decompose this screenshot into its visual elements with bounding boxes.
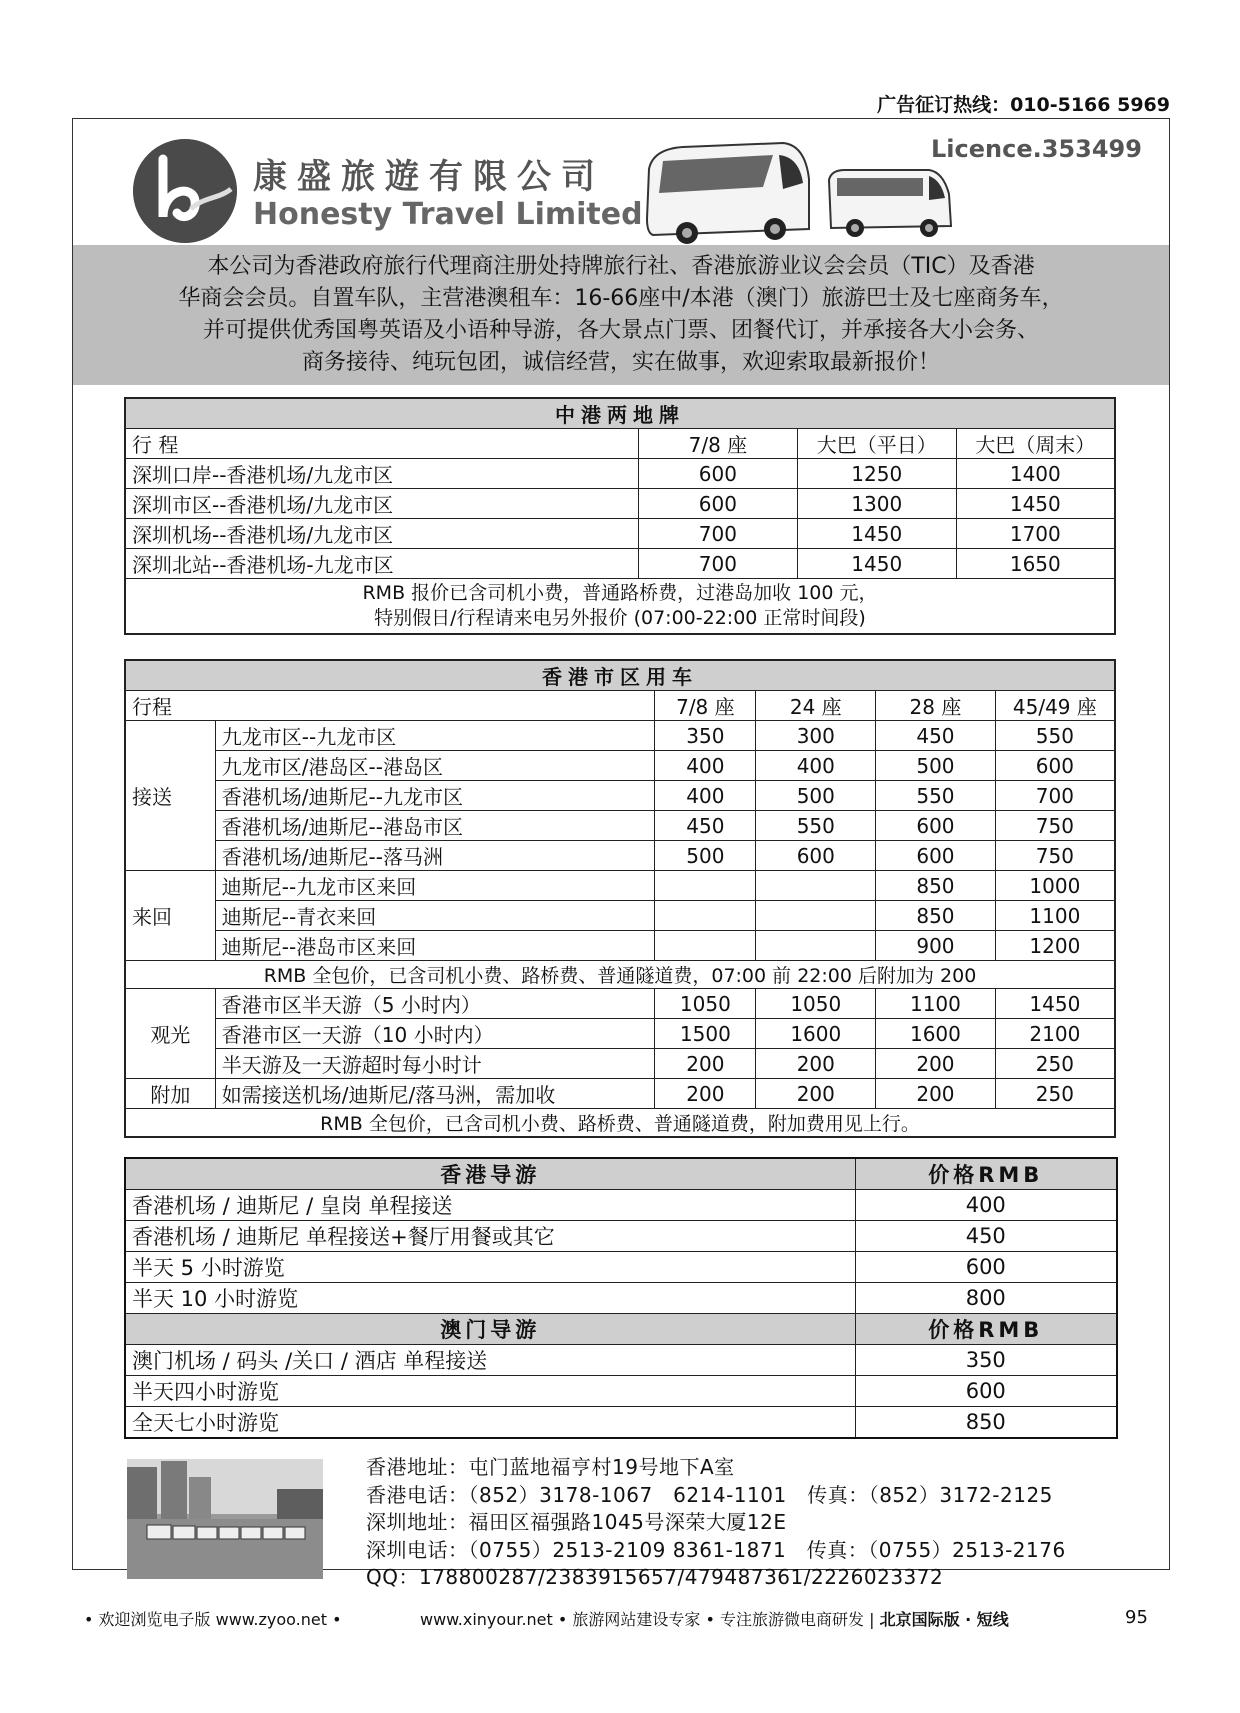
column-header: 价格RMB — [855, 1158, 1117, 1190]
price-cell: 1100 — [995, 901, 1115, 931]
service-cell: 半天 10 小时游览 — [125, 1283, 855, 1314]
section-title-macau-guide: 澳门导游 — [125, 1314, 855, 1345]
route-cell: 深圳市区--香港机场/九龙市区 — [125, 489, 638, 519]
note-line: RMB 全包价，已含司机小费、路桥费、普通隧道费，07:00 前 22:00 后附加为 200 — [125, 961, 1115, 989]
footer-edition: 北京国际版 · 短线 — [879, 1610, 1009, 1629]
contact-info — [366, 1454, 1066, 1592]
route-cell: 如需接送机场/迪斯尼/落马洲，需加收 — [215, 1079, 655, 1109]
route-cell: 香港机场/迪斯尼--九龙市区 — [215, 781, 655, 811]
group-label: 附加 — [125, 1079, 215, 1109]
route-cell: 香港机场/迪斯尼--落马洲 — [215, 841, 655, 871]
hk-city-vehicle-table — [124, 659, 1116, 1138]
hk-address: 香港地址：屯门蓝地福亨村19号地下A室 — [366, 1455, 735, 1479]
price-cell: 1600 — [876, 1019, 996, 1049]
group-label: 接送 — [125, 721, 215, 871]
table-row — [125, 1019, 1115, 1049]
price-cell: 1450 — [797, 549, 956, 579]
route-cell: 迪斯尼--青衣来回 — [215, 901, 655, 931]
price-cell — [756, 931, 876, 961]
price-cell: 600 — [876, 811, 996, 841]
price-cell — [655, 931, 756, 961]
table-row — [125, 1407, 1117, 1439]
price-cell: 1000 — [995, 871, 1115, 901]
price-cell: 500 — [876, 751, 996, 781]
price-cell: 500 — [655, 841, 756, 871]
column-header: 行程 — [125, 691, 655, 721]
table-row — [125, 1376, 1117, 1407]
service-cell: 香港机场 / 迪斯尼 / 皇岗 单程接送 — [125, 1190, 855, 1221]
price-cell: 450 — [655, 811, 756, 841]
note-line: RMB 报价已含司机小费，普通路桥费，过港岛加收 100 元， — [362, 582, 878, 604]
price-cell: 550 — [876, 781, 996, 811]
table-note — [125, 961, 1115, 989]
table-row — [125, 1345, 1117, 1376]
price-cell — [756, 871, 876, 901]
table-row — [125, 489, 1115, 519]
page-number: 95 — [1125, 1607, 1148, 1628]
company-name-cn: 康盛旅遊有限公司 — [253, 157, 605, 197]
table-row — [125, 1049, 1115, 1079]
price-cell: 200 — [655, 1049, 756, 1079]
price-cell: 600 — [855, 1252, 1117, 1283]
company-intro — [73, 245, 1169, 385]
table-row — [125, 781, 1115, 811]
price-cell: 1600 — [756, 1019, 876, 1049]
column-header: 价格RMB — [855, 1314, 1117, 1345]
service-cell: 半天四小时游览 — [125, 1376, 855, 1407]
price-cell: 400 — [855, 1190, 1117, 1221]
price-cell: 1100 — [876, 989, 996, 1019]
price-cell: 850 — [876, 871, 996, 901]
group-label: 观光 — [125, 989, 215, 1079]
price-cell — [655, 871, 756, 901]
price-cell: 200 — [756, 1049, 876, 1079]
route-cell: 深圳机场--香港机场/九龙市区 — [125, 519, 638, 549]
price-cell: 450 — [855, 1221, 1117, 1252]
column-header: 7/8 座 — [655, 691, 756, 721]
price-cell: 800 — [855, 1283, 1117, 1314]
table-row — [125, 1283, 1117, 1314]
price-cell: 1050 — [655, 989, 756, 1019]
price-cell: 350 — [655, 721, 756, 751]
table-note — [125, 1109, 1115, 1138]
price-cell — [655, 901, 756, 931]
route-cell: 香港市区一天游（10 小时内） — [215, 1019, 655, 1049]
price-cell: 300 — [756, 721, 876, 751]
price-cell: 250 — [995, 1049, 1115, 1079]
footer-slogan: www.xinyour.net • 旅游网站建设专家 • 专注旅游微电商研发 | — [420, 1610, 880, 1629]
price-cell: 400 — [756, 751, 876, 781]
price-cell: 600 — [876, 841, 996, 871]
price-cell: 700 — [638, 519, 797, 549]
price-cell: 850 — [855, 1407, 1117, 1439]
table-row — [125, 1252, 1117, 1283]
price-cell — [756, 901, 876, 931]
price-cell: 750 — [995, 841, 1115, 871]
price-cell: 850 — [876, 901, 996, 931]
price-cell: 2100 — [995, 1019, 1115, 1049]
price-cell: 700 — [995, 781, 1115, 811]
section-title-hk-guide: 香港导游 — [125, 1158, 855, 1190]
price-cell: 450 — [876, 721, 996, 751]
service-cell: 半天 5 小时游览 — [125, 1252, 855, 1283]
ad-hotline: 广告征订热线：010-5166 5969 — [877, 94, 1170, 116]
service-cell: 香港机场 / 迪斯尼 单程接送+餐厅用餐或其它 — [125, 1221, 855, 1252]
price-cell: 400 — [655, 781, 756, 811]
route-cell: 半天游及一天游超时每小时计 — [215, 1049, 655, 1079]
price-cell: 600 — [638, 489, 797, 519]
table-row — [125, 1190, 1117, 1221]
table-title: 中港两地牌 — [125, 398, 1115, 429]
price-cell: 550 — [995, 721, 1115, 751]
price-cell: 750 — [995, 811, 1115, 841]
route-cell: 迪斯尼--港岛市区来回 — [215, 931, 655, 961]
price-cell: 500 — [756, 781, 876, 811]
price-cell: 600 — [855, 1376, 1117, 1407]
price-cell: 200 — [876, 1079, 996, 1109]
service-cell: 全天七小时游览 — [125, 1407, 855, 1439]
price-cell: 200 — [756, 1079, 876, 1109]
price-cell: 1250 — [797, 459, 956, 489]
price-cell: 1200 — [995, 931, 1115, 961]
price-cell: 1700 — [956, 519, 1115, 549]
route-cell: 深圳北站--香港机场-九龙市区 — [125, 549, 638, 579]
group-label: 来回 — [125, 871, 215, 961]
licence-number: Licence.353499 — [931, 135, 1142, 163]
price-cell: 1450 — [956, 489, 1115, 519]
price-cell: 700 — [638, 549, 797, 579]
service-cell: 澳门机场 / 码头 /关口 / 酒店 单程接送 — [125, 1345, 855, 1376]
price-cell: 550 — [756, 811, 876, 841]
route-cell: 九龙市区--九龙市区 — [215, 721, 655, 751]
hk-phone: 香港电话：（852）3178-1067 6214-1101 传真：（852）3172-2125 — [366, 1482, 1053, 1507]
column-header: 28 座 — [876, 691, 996, 721]
table-row — [125, 721, 1115, 751]
column-header: 45/49 座 — [995, 691, 1115, 721]
price-cell: 1650 — [956, 549, 1115, 579]
table-row — [125, 459, 1115, 489]
price-cell: 250 — [995, 1079, 1115, 1109]
column-header: 行 程 — [125, 429, 638, 459]
table-row — [125, 549, 1115, 579]
price-cell: 400 — [655, 751, 756, 781]
column-header: 大巴（平日） — [797, 429, 956, 459]
cross-border-price-table — [124, 397, 1116, 635]
price-cell: 600 — [995, 751, 1115, 781]
table-row — [125, 841, 1115, 871]
company-logo — [133, 139, 237, 243]
company-name-en: Honesty Travel Limited — [253, 197, 643, 232]
table-note — [125, 579, 1115, 635]
intro-line: 并可提供优秀国粤英语及小语种导游，各大景点门票、团餐代订，并承接各大小会务、 — [202, 318, 1039, 343]
route-cell: 香港市区半天游（5 小时内） — [215, 989, 655, 1019]
table-row — [125, 1079, 1115, 1109]
column-header: 7/8 座 — [638, 429, 797, 459]
table-row — [125, 989, 1115, 1019]
table-row — [125, 931, 1115, 961]
price-cell: 600 — [638, 459, 797, 489]
intro-line: 商务接待、纯玩包团，诚信经营，实在做事，欢迎索取最新报价！ — [301, 350, 940, 375]
price-cell: 200 — [655, 1079, 756, 1109]
route-cell: 深圳口岸--香港机场/九龙市区 — [125, 459, 638, 489]
advertisement-frame — [72, 118, 1170, 1589]
price-cell: 1300 — [797, 489, 956, 519]
price-cell: 350 — [855, 1345, 1117, 1376]
qq-numbers: QQ：178800287/2383915657/479487361/2226023372 — [366, 1565, 944, 1589]
price-cell: 600 — [756, 841, 876, 871]
note-line: 特别假日/行程请来电另外报价 (07:00-22:00 正常时间段) — [374, 607, 866, 629]
table-row — [125, 1221, 1117, 1252]
price-cell: 1450 — [797, 519, 956, 549]
price-cell: 1500 — [655, 1019, 756, 1049]
note-line: RMB 全包价，已含司机小费、路桥费、普通隧道费，附加费用见上行。 — [125, 1109, 1115, 1138]
column-header: 大巴（周末） — [956, 429, 1115, 459]
sz-phone: 深圳电话：（0755）2513-2109 8361-1871 传真：（0755）2513-2176 — [366, 1537, 1066, 1562]
footer-left: • 欢迎浏览电子版 www.zyoo.net • — [84, 1610, 342, 1629]
price-cell: 1050 — [756, 989, 876, 1019]
table-row — [125, 751, 1115, 781]
price-cell: 1400 — [956, 459, 1115, 489]
footer-middle — [420, 1607, 1009, 1630]
intro-line: 本公司为香港政府旅行代理商注册处持牌旅行社、香港旅游业议会会员（TIC）及香港 — [207, 254, 1035, 279]
table-title: 香港市区用车 — [125, 660, 1115, 691]
route-cell: 九龙市区/港岛区--港岛区 — [215, 751, 655, 781]
table-row — [125, 871, 1115, 901]
intro-line: 华商会会员。自置车队，主营港澳租车：16-66座中/本港（澳门）旅游巴士及七座商务车， — [178, 286, 1064, 311]
table-row — [125, 901, 1115, 931]
fleet-parking-photo — [127, 1459, 323, 1579]
table-row — [125, 811, 1115, 841]
minibus-image — [825, 164, 955, 242]
route-cell: 迪斯尼--九龙市区来回 — [215, 871, 655, 901]
table-row — [125, 519, 1115, 549]
price-cell: 1450 — [995, 989, 1115, 1019]
price-cell: 900 — [876, 931, 996, 961]
price-cell: 200 — [876, 1049, 996, 1079]
tour-guide-price-table — [124, 1157, 1118, 1439]
route-cell: 香港机场/迪斯尼--港岛市区 — [215, 811, 655, 841]
column-header: 24 座 — [756, 691, 876, 721]
coach-bus-image — [643, 139, 813, 247]
sz-address: 深圳地址：福田区福强路1045号深荣大厦12E — [366, 1510, 787, 1534]
